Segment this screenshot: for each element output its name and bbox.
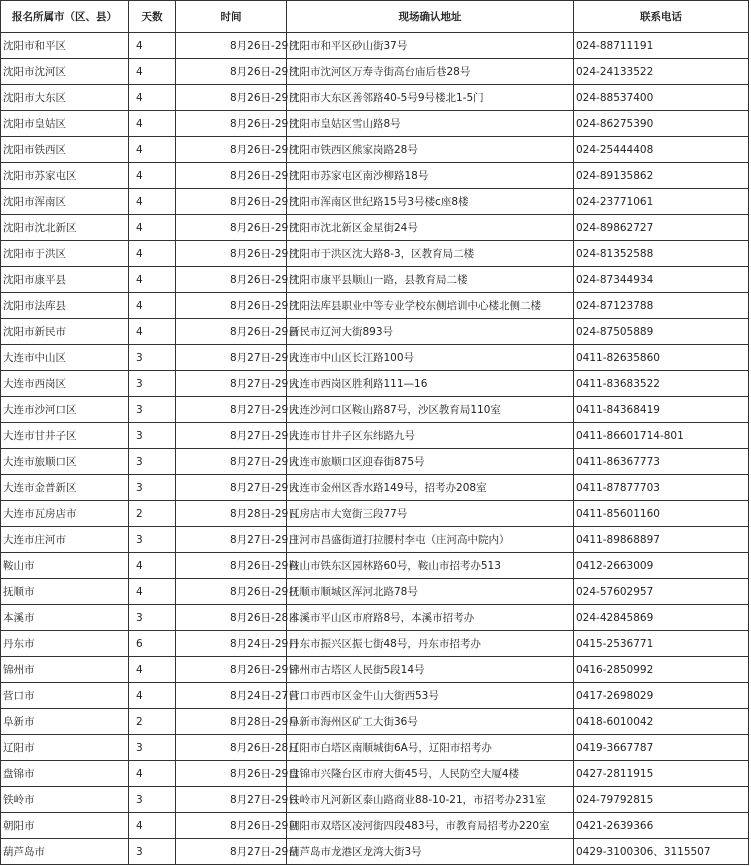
region-cell: 大连市旅顺口区 [1, 449, 129, 475]
region-cell: 丹东市 [1, 631, 129, 657]
time-cell: 8月26日-29日 [176, 579, 287, 605]
phone-cell: 0411-83683522 [574, 371, 749, 397]
region-cell: 沈阳市和平区 [1, 33, 129, 59]
phone-cell: 0411-86601714-801 [574, 423, 749, 449]
region-cell: 抚顺市 [1, 579, 129, 605]
region-cell: 大连市沙河口区 [1, 397, 129, 423]
phone-cell: 0411-86367773 [574, 449, 749, 475]
address-cell: 沈阳市和平区砂山街37号 [287, 33, 574, 59]
table-row [1, 527, 749, 553]
days-cell: 3 [129, 787, 176, 813]
region-cell: 沈阳市大东区 [1, 85, 129, 111]
phone-cell: 024-23771061 [574, 189, 749, 215]
region-cell: 沈阳市新民市 [1, 319, 129, 345]
days-cell: 6 [129, 631, 176, 657]
region-cell: 沈阳市沈河区 [1, 59, 129, 85]
region-cell: 鞍山市 [1, 553, 129, 579]
table-row [1, 657, 749, 683]
address-cell: 营口市西市区金牛山大街西53号 [287, 683, 574, 709]
address-cell: 沈阳市康平县顺山一路，县教育局二楼 [287, 267, 574, 293]
phone-cell: 024-79792815 [574, 787, 749, 813]
time-cell: 8月26日-29日 [176, 553, 287, 579]
address-cell: 沈阳市于洪区沈大路8-3，区教育局二楼 [287, 241, 574, 267]
time-cell: 8月26日-29日 [176, 33, 287, 59]
region-cell: 朝阳市 [1, 813, 129, 839]
days-cell: 4 [129, 293, 176, 319]
phone-cell: 0421-2639366 [574, 813, 749, 839]
address-cell: 大连市西岗区胜利路111—16 [287, 371, 574, 397]
phone-cell: 0429-3100306、3115507 [574, 839, 749, 865]
address-cell: 沈阳市铁西区熊家岗路28号 [287, 137, 574, 163]
time-cell: 8月26日-29日 [176, 111, 287, 137]
address-cell: 锦州市古塔区人民街5段14号 [287, 657, 574, 683]
days-cell: 4 [129, 657, 176, 683]
address-cell: 大连市旅顺口区迎春街875号 [287, 449, 574, 475]
table-row [1, 787, 749, 813]
days-cell: 4 [129, 85, 176, 111]
days-cell: 4 [129, 579, 176, 605]
table-row [1, 761, 749, 787]
table-row [1, 735, 749, 761]
time-cell: 8月27日-29日 [176, 449, 287, 475]
table-row [1, 683, 749, 709]
time-cell: 8月26日-29日 [176, 293, 287, 319]
days-cell: 3 [129, 605, 176, 631]
days-cell: 4 [129, 111, 176, 137]
days-cell: 3 [129, 527, 176, 553]
address-cell: 大连市金州区香水路149号，招考办208室 [287, 475, 574, 501]
address-cell: 沈阳法库县职业中等专业学校东侧培训中心楼北侧二楼 [287, 293, 574, 319]
header-days: 天数 [129, 1, 176, 33]
time-cell: 8月26日-29日 [176, 657, 287, 683]
address-cell: 沈阳市浑南区世纪路15号3号楼c座8楼 [287, 189, 574, 215]
region-cell: 大连市甘井子区 [1, 423, 129, 449]
region-cell: 本溪市 [1, 605, 129, 631]
time-cell: 8月28日-29日 [176, 501, 287, 527]
table-row [1, 59, 749, 85]
days-cell: 4 [129, 189, 176, 215]
region-cell: 盘锦市 [1, 761, 129, 787]
days-cell: 4 [129, 33, 176, 59]
days-cell: 4 [129, 761, 176, 787]
days-cell: 4 [129, 319, 176, 345]
address-cell: 沈阳市沈河区万寿寺街高台庙后巷28号 [287, 59, 574, 85]
address-cell: 抚顺市顺城区浑河北路78号 [287, 579, 574, 605]
days-cell: 4 [129, 59, 176, 85]
region-cell: 大连市西岗区 [1, 371, 129, 397]
days-cell: 4 [129, 163, 176, 189]
table-row [1, 163, 749, 189]
phone-cell: 0418-6010042 [574, 709, 749, 735]
address-cell: 沈阳市大东区善邻路40-5号9号楼北1-5门 [287, 85, 574, 111]
days-cell: 3 [129, 345, 176, 371]
time-cell: 8月26日-29日 [176, 267, 287, 293]
time-cell: 8月24日-29日 [176, 631, 287, 657]
table-row [1, 33, 749, 59]
days-cell: 3 [129, 397, 176, 423]
region-cell: 沈阳市于洪区 [1, 241, 129, 267]
phone-cell: 024-81352588 [574, 241, 749, 267]
phone-cell: 0416-2850992 [574, 657, 749, 683]
header-phone: 联系电话 [574, 1, 749, 33]
region-cell: 大连市金普新区 [1, 475, 129, 501]
table-row [1, 319, 749, 345]
header-row [1, 1, 749, 33]
region-cell: 锦州市 [1, 657, 129, 683]
time-cell: 8月26日-29日 [176, 189, 287, 215]
phone-cell: 024-88537400 [574, 85, 749, 111]
table-body [1, 33, 749, 865]
table-row [1, 813, 749, 839]
time-cell: 8月27日-29日 [176, 423, 287, 449]
phone-cell: 024-87123788 [574, 293, 749, 319]
table-row [1, 397, 749, 423]
phone-cell: 0411-82635860 [574, 345, 749, 371]
table-row [1, 631, 749, 657]
phone-cell: 024-89862727 [574, 215, 749, 241]
time-cell: 8月27日-29日 [176, 397, 287, 423]
time-cell: 8月26日-29日 [176, 813, 287, 839]
region-cell: 沈阳市法库县 [1, 293, 129, 319]
time-cell: 8月27日-29日 [176, 475, 287, 501]
table-row [1, 189, 749, 215]
days-cell: 2 [129, 501, 176, 527]
region-cell: 葫芦岛市 [1, 839, 129, 865]
days-cell: 3 [129, 449, 176, 475]
address-cell: 大连市甘井子区东纬路九号 [287, 423, 574, 449]
phone-cell: 024-87344934 [574, 267, 749, 293]
table-row [1, 345, 749, 371]
table-row [1, 475, 749, 501]
table-row [1, 267, 749, 293]
table-row [1, 605, 749, 631]
address-cell: 葫芦岛市龙港区龙湾大街3号 [287, 839, 574, 865]
address-cell: 朝阳市双塔区凌河街四段483号，市教育局招考办220室 [287, 813, 574, 839]
days-cell: 3 [129, 371, 176, 397]
phone-cell: 024-86275390 [574, 111, 749, 137]
table-row [1, 371, 749, 397]
address-cell: 阜新市海州区矿工大街36号 [287, 709, 574, 735]
phone-cell: 0411-87877703 [574, 475, 749, 501]
time-cell: 8月26日-29日 [176, 59, 287, 85]
time-cell: 8月28日-29日 [176, 709, 287, 735]
days-cell: 3 [129, 423, 176, 449]
days-cell: 3 [129, 475, 176, 501]
region-cell: 阜新市 [1, 709, 129, 735]
days-cell: 3 [129, 735, 176, 761]
phone-cell: 024-89135862 [574, 163, 749, 189]
address-cell: 庄河市昌盛街道打拉腰村李屯（庄河高中院内） [287, 527, 574, 553]
phone-cell: 0411-85601160 [574, 501, 749, 527]
region-cell: 沈阳市康平县 [1, 267, 129, 293]
days-cell: 4 [129, 267, 176, 293]
address-cell: 盘锦市兴隆台区市府大街45号，人民防空大厦4楼 [287, 761, 574, 787]
region-cell: 铁岭市 [1, 787, 129, 813]
header-time: 时间 [176, 1, 287, 33]
time-cell: 8月27日-29日 [176, 345, 287, 371]
address-cell: 鞍山市铁东区园林路60号，鞍山市招考办513 [287, 553, 574, 579]
region-cell: 营口市 [1, 683, 129, 709]
time-cell: 8月26日-29日 [176, 215, 287, 241]
address-cell: 沈阳市皇姑区雪山路8号 [287, 111, 574, 137]
time-cell: 8月27日-29日 [176, 527, 287, 553]
time-cell: 8月26日-29日 [176, 241, 287, 267]
header-region: 报名所属市（区、县） [1, 1, 129, 33]
table-row [1, 501, 749, 527]
phone-cell: 024-25444408 [574, 137, 749, 163]
region-cell: 大连市庄河市 [1, 527, 129, 553]
time-cell: 8月26日-28日 [176, 735, 287, 761]
region-cell: 沈阳市浑南区 [1, 189, 129, 215]
address-cell: 铁岭市凡河新区泰山路商业88-10-21，市招考办231室 [287, 787, 574, 813]
phone-cell: 024-42845869 [574, 605, 749, 631]
phone-cell: 0415-2536771 [574, 631, 749, 657]
time-cell: 8月26日-29日 [176, 85, 287, 111]
days-cell: 4 [129, 241, 176, 267]
phone-cell: 0412-2663009 [574, 553, 749, 579]
table-row [1, 709, 749, 735]
table-row [1, 423, 749, 449]
address-cell: 大连市中山区长江路100号 [287, 345, 574, 371]
header-address: 现场确认地址 [287, 1, 574, 33]
time-cell: 8月27日-29日 [176, 839, 287, 865]
days-cell: 2 [129, 709, 176, 735]
address-cell: 瓦房店市大宽街三段77号 [287, 501, 574, 527]
phone-cell: 024-88711191 [574, 33, 749, 59]
table-row [1, 137, 749, 163]
days-cell: 4 [129, 215, 176, 241]
time-cell: 8月26日-29日 [176, 761, 287, 787]
address-cell: 丹东市振兴区振七街48号，丹东市招考办 [287, 631, 574, 657]
time-cell: 8月26日-29日 [176, 137, 287, 163]
time-cell: 8月27日-29日 [176, 787, 287, 813]
region-cell: 大连市瓦房店市 [1, 501, 129, 527]
phone-cell: 0417-2698029 [574, 683, 749, 709]
phone-cell: 0427-2811915 [574, 761, 749, 787]
address-cell: 沈阳市苏家屯区南沙柳路18号 [287, 163, 574, 189]
address-cell: 辽阳市白塔区南顺城街6A号，辽阳市招考办 [287, 735, 574, 761]
phone-cell: 0411-84368419 [574, 397, 749, 423]
phone-cell: 024-24133522 [574, 59, 749, 85]
phone-cell: 024-87505889 [574, 319, 749, 345]
time-cell: 8月26日-29日 [176, 163, 287, 189]
table-row [1, 215, 749, 241]
region-cell: 沈阳市沈北新区 [1, 215, 129, 241]
table-row [1, 449, 749, 475]
table-row [1, 839, 749, 865]
region-cell: 沈阳市铁西区 [1, 137, 129, 163]
address-cell: 新民市辽河大街893号 [287, 319, 574, 345]
region-cell: 沈阳市苏家屯区 [1, 163, 129, 189]
days-cell: 4 [129, 137, 176, 163]
phone-cell: 024-57602957 [574, 579, 749, 605]
table-row [1, 241, 749, 267]
table-row [1, 579, 749, 605]
address-cell: 沈阳市沈北新区金星街24号 [287, 215, 574, 241]
days-cell: 4 [129, 683, 176, 709]
time-cell: 8月24日-27日 [176, 683, 287, 709]
table-row [1, 111, 749, 137]
days-cell: 4 [129, 813, 176, 839]
phone-cell: 0411-89868897 [574, 527, 749, 553]
days-cell: 3 [129, 839, 176, 865]
days-cell: 4 [129, 553, 176, 579]
table-row [1, 85, 749, 111]
phone-cell: 0419-3667787 [574, 735, 749, 761]
region-cell: 沈阳市皇姑区 [1, 111, 129, 137]
table-row [1, 293, 749, 319]
address-cell: 本溪市平山区市府路8号，本溪市招考办 [287, 605, 574, 631]
region-cell: 辽阳市 [1, 735, 129, 761]
address-cell: 大连沙河口区鞍山路87号，沙区教育局110室 [287, 397, 574, 423]
time-cell: 8月27日-29日 [176, 371, 287, 397]
region-cell: 大连市中山区 [1, 345, 129, 371]
table-row [1, 553, 749, 579]
time-cell: 8月26日-28日 [176, 605, 287, 631]
time-cell: 8月26日-29日 [176, 319, 287, 345]
